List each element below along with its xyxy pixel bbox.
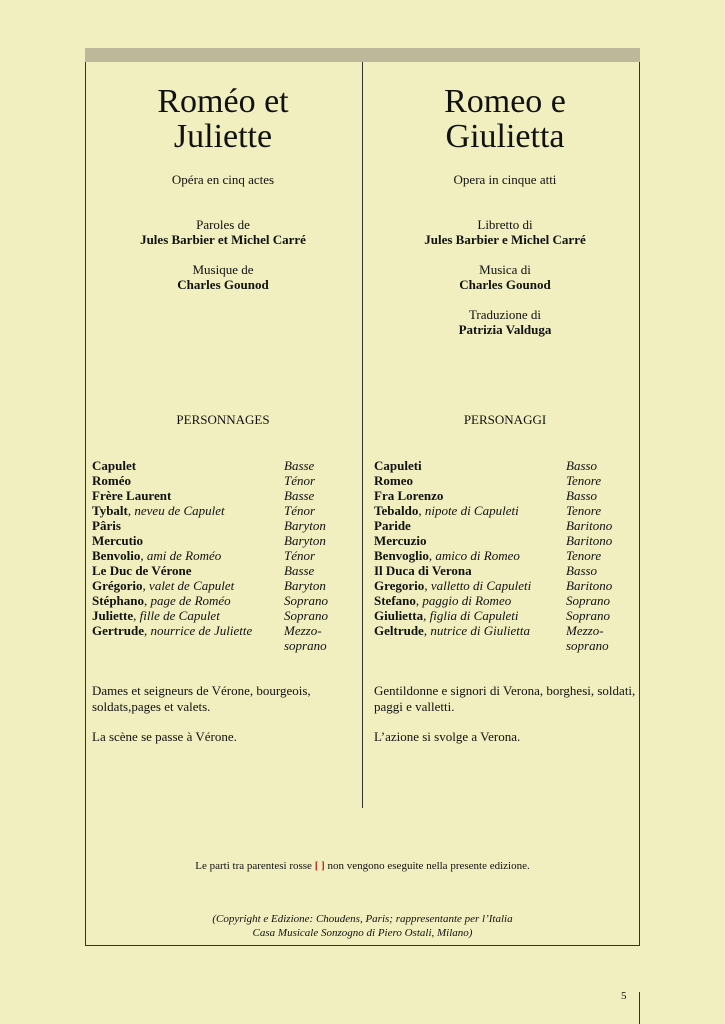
note-text-after: non vengono eseguite nella presente edizione.	[324, 860, 530, 872]
composer-fr: Charles Gounod	[177, 277, 269, 292]
character-name	[374, 548, 566, 563]
voice-type: Basso	[566, 563, 598, 578]
character-description: figlia di Capuleti	[429, 608, 519, 623]
cast-row	[92, 518, 354, 533]
character-name	[92, 578, 284, 593]
character-name	[92, 608, 284, 623]
cast-row	[92, 458, 354, 473]
voice-type: Tenore	[566, 548, 602, 563]
character-description: valletto di Capuleti	[430, 578, 532, 593]
cast-row	[92, 623, 354, 638]
cast-row	[92, 563, 354, 578]
cast-row	[374, 593, 636, 608]
character-name	[374, 458, 566, 473]
character-description: valet de Capulet	[149, 578, 235, 593]
music-label-it: Musica di	[479, 262, 531, 277]
cast-list-fr	[92, 458, 354, 653]
character-name	[92, 458, 284, 473]
character-name	[374, 503, 566, 518]
character-name	[374, 518, 566, 533]
opera-title-fr	[92, 84, 354, 158]
omission-note	[85, 860, 640, 872]
character-name	[374, 563, 566, 578]
voice-type: Soprano	[566, 593, 611, 608]
character-description: ami de Roméo	[146, 548, 222, 563]
character-name	[374, 638, 566, 653]
red-brackets: [ ]	[314, 860, 325, 872]
comma: ,	[418, 503, 425, 518]
character-name-bold: Il Duca di Verona	[374, 563, 472, 578]
cast-row	[374, 458, 636, 473]
cast-list-it	[374, 458, 636, 653]
comma: ,	[423, 608, 430, 623]
character-name	[374, 533, 566, 548]
character-description: nourrice de Juliette	[150, 623, 253, 638]
copyright-line-1: (Copyright e Edizione: Choudens, Paris; rappresentante per l’Italia	[212, 913, 513, 925]
copyright-line-2: Casa Musicale Sonzogno di Piero Ostali, Milano)	[252, 927, 473, 939]
title-line-2: Giulietta	[445, 118, 565, 155]
character-description: amico di Romeo	[435, 548, 520, 563]
character-name-bold: Gertrude	[92, 623, 144, 638]
voice-type: Baritono	[566, 533, 613, 548]
character-name	[92, 488, 284, 503]
cast-row	[92, 608, 354, 623]
cast-row	[374, 563, 636, 578]
character-name-bold: Stefano	[374, 593, 416, 608]
cast-row	[374, 578, 636, 593]
character-name-bold: Roméo	[92, 473, 131, 488]
voice-type: Baritono	[566, 578, 613, 593]
translation-label-it: Traduzione di	[468, 307, 542, 322]
copyright-notice	[85, 912, 640, 940]
character-name	[374, 623, 566, 638]
character-name-bold: Fra Lorenzo	[374, 488, 444, 503]
cast-row	[92, 548, 354, 563]
opera-subtitle-fr: Opéra en cinq actes	[171, 172, 275, 187]
note-text-before: Le parti tra parentesi rosse	[195, 860, 315, 872]
voice-type: Ténor	[284, 548, 316, 563]
cast-row	[374, 548, 636, 563]
chorus-fr: Dames et seigneurs de Vérone, bourgeois, soldats,pages et valets.	[92, 683, 311, 714]
voice-type: Baryton	[284, 518, 326, 533]
character-name-bold: Stéphano	[92, 593, 145, 608]
comma: ,	[423, 623, 431, 638]
character-name-bold: Romeo	[374, 473, 413, 488]
character-name-bold: Giulietta	[374, 608, 424, 623]
cast-row	[374, 623, 636, 638]
character-name	[374, 473, 566, 488]
libretto-label-fr: Paroles de	[196, 217, 250, 232]
composer-it: Charles Gounod	[459, 277, 551, 292]
character-description: page de Roméo	[150, 593, 231, 608]
character-description: paggio di Romeo	[422, 593, 512, 608]
voice-type: soprano	[566, 638, 609, 653]
character-name	[92, 473, 284, 488]
character-name-bold: Mercutio	[92, 533, 144, 548]
voice-type: Tenore	[566, 503, 602, 518]
opera-subtitle-it: Opera in cinque atti	[453, 172, 557, 187]
voice-type: Basse	[284, 458, 315, 473]
cast-row	[92, 488, 354, 503]
character-description: neveu de Capulet	[134, 503, 225, 518]
comma: ,	[415, 593, 423, 608]
character-name	[92, 563, 284, 578]
cast-heading-it: PERSONAGGI	[463, 412, 547, 427]
comma: ,	[127, 503, 135, 518]
french-column	[92, 62, 354, 744]
character-name-bold: Grégorio	[92, 578, 143, 593]
cast-heading-fr: PERSONNAGES	[176, 412, 270, 427]
voice-type: Soprano	[284, 593, 329, 608]
column-divider	[362, 62, 363, 808]
voice-type: Soprano	[566, 608, 611, 623]
voice-type: Baryton	[284, 578, 326, 593]
italian-column	[374, 62, 636, 744]
comma: ,	[144, 593, 151, 608]
voice-type: Tenore	[566, 473, 602, 488]
voice-type: Basse	[284, 563, 315, 578]
setting-it: L’azione si svolge a Verona.	[374, 729, 521, 744]
voice-type: Mezzo-	[284, 623, 322, 638]
voice-type: Baryton	[284, 533, 326, 548]
cast-row	[374, 473, 636, 488]
character-name-bold: Capulet	[92, 458, 137, 473]
character-name-bold: Gregorio	[374, 578, 425, 593]
character-name-bold: Frère Laurent	[92, 488, 172, 503]
music-label-fr: Musique de	[192, 262, 254, 277]
librettists-it: Jules Barbier e Michel Carré	[424, 232, 586, 247]
comma: ,	[424, 578, 431, 593]
cast-row	[92, 593, 354, 608]
character-name	[374, 578, 566, 593]
voice-type: Soprano	[284, 608, 329, 623]
cast-row	[374, 518, 636, 533]
cast-row	[374, 638, 636, 653]
title-line-2: Juliette	[173, 118, 273, 155]
comma: ,	[428, 548, 436, 563]
character-name	[374, 593, 566, 608]
character-name-bold: Benvoglio	[374, 548, 429, 563]
cast-row	[92, 638, 354, 653]
voice-type: Basso	[566, 488, 598, 503]
voice-type: Ténor	[284, 503, 316, 518]
character-name	[92, 518, 284, 533]
character-name-bold: Juliette	[92, 608, 134, 623]
character-description: nutrice di Giulietta	[430, 623, 530, 638]
voice-type: soprano	[284, 638, 327, 653]
voice-type: Baritono	[566, 518, 613, 533]
character-description: nipote di Capuleti	[424, 503, 519, 518]
comma: ,	[133, 608, 140, 623]
cast-row	[92, 473, 354, 488]
voice-type: Basse	[284, 488, 315, 503]
character-description: fille de Capulet	[139, 608, 220, 623]
title-line-1: Romeo e	[444, 83, 566, 120]
character-name-bold: Tybalt	[92, 503, 128, 518]
chorus-it: Gentildonne e signori di Verona, borghesi, soldati, paggi e valletti.	[374, 683, 636, 714]
character-name-bold: Mercuzio	[374, 533, 427, 548]
comma: ,	[142, 578, 150, 593]
character-name	[374, 608, 566, 623]
voice-type: Mezzo-	[566, 623, 604, 638]
character-name-bold: Geltrude	[374, 623, 424, 638]
character-name	[92, 533, 284, 548]
librettists-fr: Jules Barbier et Michel Carré	[140, 232, 306, 247]
character-name-bold: Paride	[374, 518, 411, 533]
cast-row	[92, 503, 354, 518]
character-name	[92, 548, 284, 563]
comma: ,	[143, 623, 151, 638]
voice-type: Basso	[566, 458, 598, 473]
setting-fr: La scène se passe à Vérone.	[92, 729, 237, 744]
voice-type: Ténor	[284, 473, 316, 488]
character-name	[374, 488, 566, 503]
cast-row	[374, 503, 636, 518]
cast-row	[92, 533, 354, 548]
character-name	[92, 593, 284, 608]
cast-row	[374, 488, 636, 503]
cast-row	[374, 608, 636, 623]
header-bar	[85, 48, 640, 62]
translator-it: Patrizia Valduga	[458, 322, 552, 337]
character-name	[92, 623, 284, 638]
comma: ,	[140, 548, 147, 563]
cast-row	[92, 578, 354, 593]
character-name	[92, 503, 284, 518]
title-line-1: Roméo et	[157, 83, 289, 120]
page-number-rule	[639, 992, 640, 1024]
character-name-bold: Benvolio	[92, 548, 141, 563]
character-name-bold: Capuleti	[374, 458, 422, 473]
libretto-label-it: Libretto di	[477, 217, 533, 232]
page-number: 5	[621, 990, 627, 1002]
cast-row	[374, 533, 636, 548]
character-name	[92, 638, 284, 653]
character-name-bold: Le Duc de Vérone	[92, 563, 192, 578]
character-name-bold: Pâris	[92, 518, 121, 533]
character-name-bold: Tebaldo	[374, 503, 419, 518]
opera-title-it	[374, 84, 636, 158]
